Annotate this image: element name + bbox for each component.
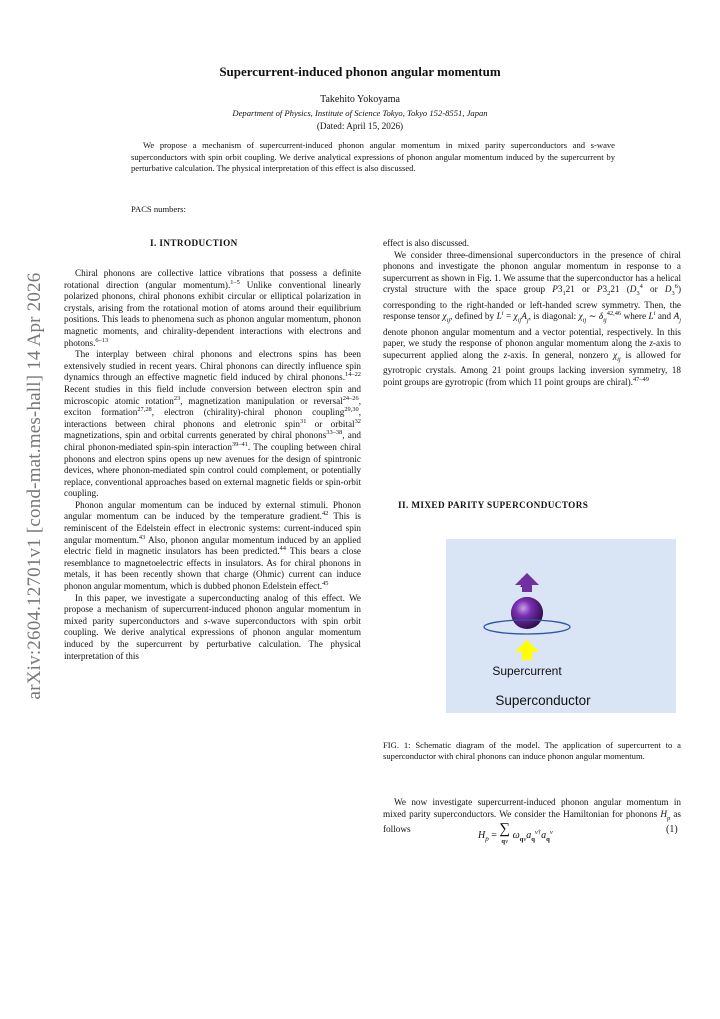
paragraph: We now investigate supercurrent-induced phonon angular momentum in mixed parity superconductors. We consider the Hamiltonian for phonons $H_p$ as follows [383,797,681,835]
angular-momentum-arrow [515,573,539,592]
supercurrent-label: Supercurrent [492,664,562,678]
affiliation: Department of Physics, Institute of Science Tokyo, Tokyo 152-8551, Japan [232,108,488,118]
dated: (Dated: April 15, 2026) [316,121,404,131]
superconductor-label: Superconductor [495,693,591,708]
paragraph: In this paper, we investigate a superconducting analog of this effect. We propose a mechanism of supercurrent-induced phonon angular momentum in mixed parity superconductors and s-wave superconductors with spin orbit coupling. We derive analytical expressions of phonon angular momentum induced by the supercurrent by perturbative calculation. The physical interpretation of this [64,592,361,661]
pacs-numbers: PACS numbers: [131,204,186,214]
right-column-upper [383,238,681,389]
supercurrent-arrow [515,640,539,660]
paragraph: Chiral phonons are collective lattice vibrations that possess a definite rotational direction (angular momentum).$^{1-5}$ Unlike conventional linearly polarized phonons, chiral phonons exhibit circular or elliptical polarization in crystals, arising from the rotational motion of atoms around their equilibrium positions. This leads to phenomena such as phonon angular momentum, phonon magnetic moments, and chirality-dependent interactions with electrons and photons.$^{6-13}$ [64,268,361,348]
equation-number: (1) [666,824,678,835]
paragraph: effect is also discussed. [383,238,470,248]
figure-caption: FIG. 1: Schematic diagram of the model. The application of supercurrent to a superconductor with chiral phonons can induce phonon angular momentum. [383,740,681,762]
author: Takehito Yokoyama [320,94,400,105]
equation-1: $H_p$ = ∑ qν $\omega_{q\nu}a_q^{\nu\dagger}a_q^\nu$ [478,821,553,845]
paragraph: We consider three-dimensional superconductors in the presence of chiral phonons and investigate the phonon angular momentum in response to a supercurrent as shown in Fig. 1. We assume that the superconductor has a helical crystal structure with the space group $P3_121$ or $P3_221$ ($D_3^4$ or $D_3^6$) corresponding to the right-handed or left-handed screw symmetry. Then, the response tensor $\chi_{ij}$, defined by $L^i = \chi_{ij}A_j$, is diagonal: $\chi_{ij}$ ∼ $\delta_{ij}^{42,46}$ where $L^i$ and $A_j$ denote phonon angular momentum and a vector potential, respectively. In this paper, we study the response of phonon angular momentum along the z-axis to supecurrent applied along the z-axis. In general, nonzero $\chi_{ij}$ is allowed for gyrotropic crystals. Among 21 point groups lacking inversion symmetry, 18 point groups are gyrotropic (from which 11 point groups are chiral).$^{47-49}$ [383,249,682,388]
arxiv-id: arXiv:2604.12701v1 [cond-mat.mes-hall] 14 Apr 2026 [24,272,45,700]
abstract: We propose a mechanism of supercurrent-induced phonon angular momentum in mixed parity superconductors and s-wave superconductors with spin orbit coupling. We derive analytical expressions of phonon angular momentum induced by the supercurrent by perturbative calculation. The physical interpretation of this effect is also discussed. [131,140,615,174]
schematic-diagram [446,539,676,713]
paper-title: Supercurrent-induced phonon angular momentum [219,64,501,79]
section-heading-introduction: I. INTRODUCTION [150,238,238,248]
paragraph: Phonon angular momentum can be induced by external stimuli. Phonon angular momentum can be induced by the temperature gradient.$^{42}$ This is reminiscent of the Edelstein effect in electronic systems: current-induced spin angular momentum.$^{43}$ Also, phonon angular momentum induced by an applied electric field in magnetic insulators has been predicted.$^{44}$ This bears a close resemblance to magnetoelectric effects in insulators. As for chiral phonons in metals, it has been recently shown that charge (Ohmic) current can induce phonon angular momentum, which is dubbed phonon Edelstein effect.$^{45}$ [64,499,362,592]
arxiv-stamp [22,236,48,736]
paragraph: The interplay between chiral phonons and electrons spins has been extensively studied in recent years. Chiral phonons can directly influence spin dynamics through an effective magnetic field induced by chiral phonons.$^{14-22}$ Recent studies in this field include conversion between electron spin and microscopic atomic rotation$^{23}$, magnetization manipulation or reversal$^{24-26}$, exciton formation$^{27,28}$, electron (chirality)-chiral phonon coupling$^{29,30}$, interactions between chiral phonons and eletronic spin$^{31}$ or orbital$^{32}$ magnetizations, spin and orbital currents generated by chiral phonons$^{33-38}$, and chiral phonon-mediated spin-spin interaction$^{39-41}$. The coupling between chiral phonons and electron spins opens up new avenues for the design of spintronic devices, where phonon-mediated spin control could complement, or potentially replace, conventional approaches based on external magnetic fields or spin-orbit coupling. [64,349,362,499]
left-column [64,268,361,662]
figure-1 [446,539,676,713]
section-heading-mixed-parity: II. MIXED PARITY SUPERCONDUCTORS [398,500,589,510]
